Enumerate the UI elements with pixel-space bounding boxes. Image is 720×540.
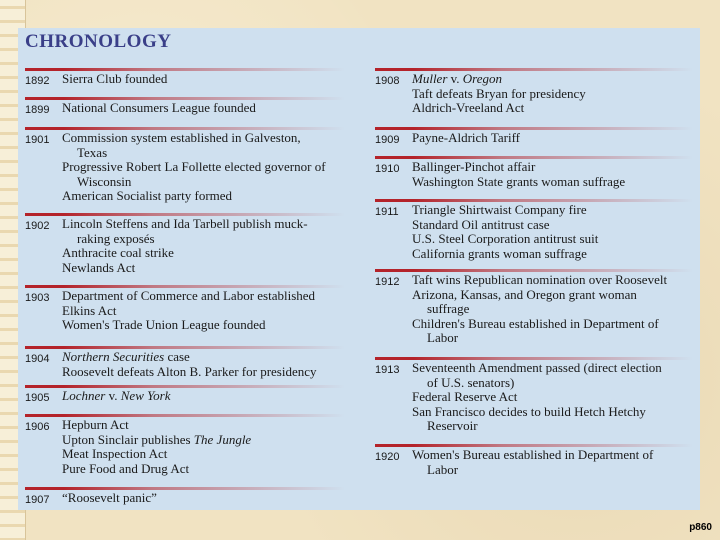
event-line bbox=[62, 433, 251, 448]
event-line: Standard Oil antitrust case bbox=[412, 216, 550, 232]
event-line: suffrage bbox=[427, 301, 470, 317]
entry-events bbox=[62, 350, 317, 379]
entry-events bbox=[62, 389, 170, 404]
event-line: raking exposés bbox=[77, 230, 155, 246]
entry-events bbox=[62, 418, 251, 476]
event-line: Texas bbox=[77, 144, 108, 160]
entry-year: 1909 bbox=[375, 134, 400, 146]
event-line: San Francisco decides to build Hetch Hetchy bbox=[412, 403, 646, 419]
event-line bbox=[62, 350, 317, 365]
event-line: “Roosevelt panic” bbox=[62, 490, 157, 505]
event-line: Seventeenth Amendment passed (direct election bbox=[412, 360, 662, 375]
event-line: Federal Reserve Act bbox=[412, 389, 518, 405]
entry-year: 1920 bbox=[375, 451, 400, 463]
entry-year: 1902 bbox=[25, 220, 50, 232]
entry-year: 1913 bbox=[375, 364, 400, 376]
event-line bbox=[412, 72, 586, 87]
event-line: Wisconsin bbox=[77, 173, 132, 189]
event-italic-text: Oregon bbox=[462, 71, 503, 86]
event-line: Anthracite coal strike bbox=[62, 245, 174, 261]
entry-events bbox=[62, 72, 167, 87]
entry-year: 1892 bbox=[25, 75, 50, 87]
event-line: Taft defeats Bryan for presidency bbox=[412, 85, 586, 101]
event-text: case bbox=[164, 349, 190, 364]
event-text: Upton Sinclair publishes bbox=[62, 431, 194, 447]
entry-year: 1906 bbox=[25, 421, 50, 433]
event-line: American Socialist party formed bbox=[62, 188, 233, 204]
entry-year: 1903 bbox=[25, 292, 50, 304]
event-italic-text: The Jungle bbox=[193, 431, 252, 447]
event-line: Taft wins Republican nomination over Roosevelt bbox=[412, 272, 668, 287]
entry-year: 1907 bbox=[25, 494, 50, 506]
entry-year: 1908 bbox=[375, 75, 400, 87]
event-line: Triangle Shirtwaist Company fire bbox=[412, 202, 587, 217]
entry-year: 1899 bbox=[25, 104, 50, 116]
event-line: Reservoir bbox=[427, 418, 478, 434]
entry-events bbox=[412, 448, 653, 477]
event-line: Payne-Aldrich Tariff bbox=[412, 130, 520, 145]
event-text: v. bbox=[105, 388, 121, 403]
entry-year: 1912 bbox=[375, 276, 400, 288]
event-line: U.S. Steel Corporation antitrust suit bbox=[412, 231, 599, 247]
event-line: Sierra Club founded bbox=[62, 71, 168, 86]
entry-events bbox=[412, 273, 667, 346]
event-italic-text: Lochner bbox=[62, 388, 106, 403]
event-line: Roosevelt defeats Alton B. Parker for presidency bbox=[62, 363, 317, 379]
event-line: Pure Food and Drug Act bbox=[62, 460, 190, 476]
event-line: Women's Trade Union League founded bbox=[62, 317, 266, 333]
entry-events bbox=[412, 203, 598, 261]
event-italic-text: Muller bbox=[412, 71, 448, 86]
event-line: Ballinger-Pinchot affair bbox=[412, 159, 536, 174]
chronology-panel bbox=[18, 28, 700, 510]
entry-events bbox=[412, 72, 586, 116]
event-line: of U.S. senators) bbox=[427, 374, 515, 390]
page-number: p860 bbox=[689, 522, 712, 533]
event-line: Aldrich-Vreeland Act bbox=[412, 100, 525, 116]
entry-year: 1905 bbox=[25, 392, 50, 404]
entry-events bbox=[62, 491, 157, 506]
event-line: California grants woman suffrage bbox=[412, 245, 587, 261]
event-line: Lincoln Steffens and Ida Tarbell publish muck- bbox=[62, 216, 308, 231]
event-italic-text: New York bbox=[120, 388, 171, 403]
event-line: National Consumers League founded bbox=[62, 100, 256, 115]
entry-year: 1901 bbox=[25, 134, 50, 146]
entry-events bbox=[412, 160, 625, 189]
entry-year: 1910 bbox=[375, 163, 400, 175]
event-line: Washington State grants woman suffrage bbox=[412, 173, 626, 189]
event-line: Arizona, Kansas, and Oregon grant woman bbox=[412, 286, 637, 302]
entry-events bbox=[412, 131, 520, 146]
event-line: Children's Bureau established in Department of bbox=[412, 315, 659, 331]
event-text: v. bbox=[447, 71, 463, 86]
entry-events bbox=[62, 217, 308, 275]
entry-events bbox=[62, 131, 326, 204]
event-italic-text: Northern Securities bbox=[62, 349, 165, 364]
event-line: Progressive Robert La Follette elected governor of bbox=[62, 159, 326, 175]
event-line: Hepburn Act bbox=[62, 417, 129, 432]
event-line: Meat Inspection Act bbox=[62, 446, 168, 462]
event-line: Elkins Act bbox=[62, 302, 117, 318]
entry-year: 1904 bbox=[25, 353, 50, 365]
event-line: Labor bbox=[427, 461, 459, 477]
event-line: Women's Bureau established in Department of bbox=[412, 447, 654, 462]
entry-events bbox=[62, 289, 315, 333]
entry-events bbox=[412, 361, 662, 434]
event-line: Labor bbox=[427, 330, 459, 346]
event-line: Commission system established in Galveston, bbox=[62, 130, 301, 145]
entry-year: 1911 bbox=[375, 206, 399, 218]
event-line bbox=[62, 389, 170, 404]
event-line: Department of Commerce and Labor established bbox=[62, 288, 316, 303]
entry-events bbox=[62, 101, 256, 116]
event-line: Newlands Act bbox=[62, 259, 136, 275]
chronology-title: CHRONOLOGY bbox=[25, 31, 172, 52]
